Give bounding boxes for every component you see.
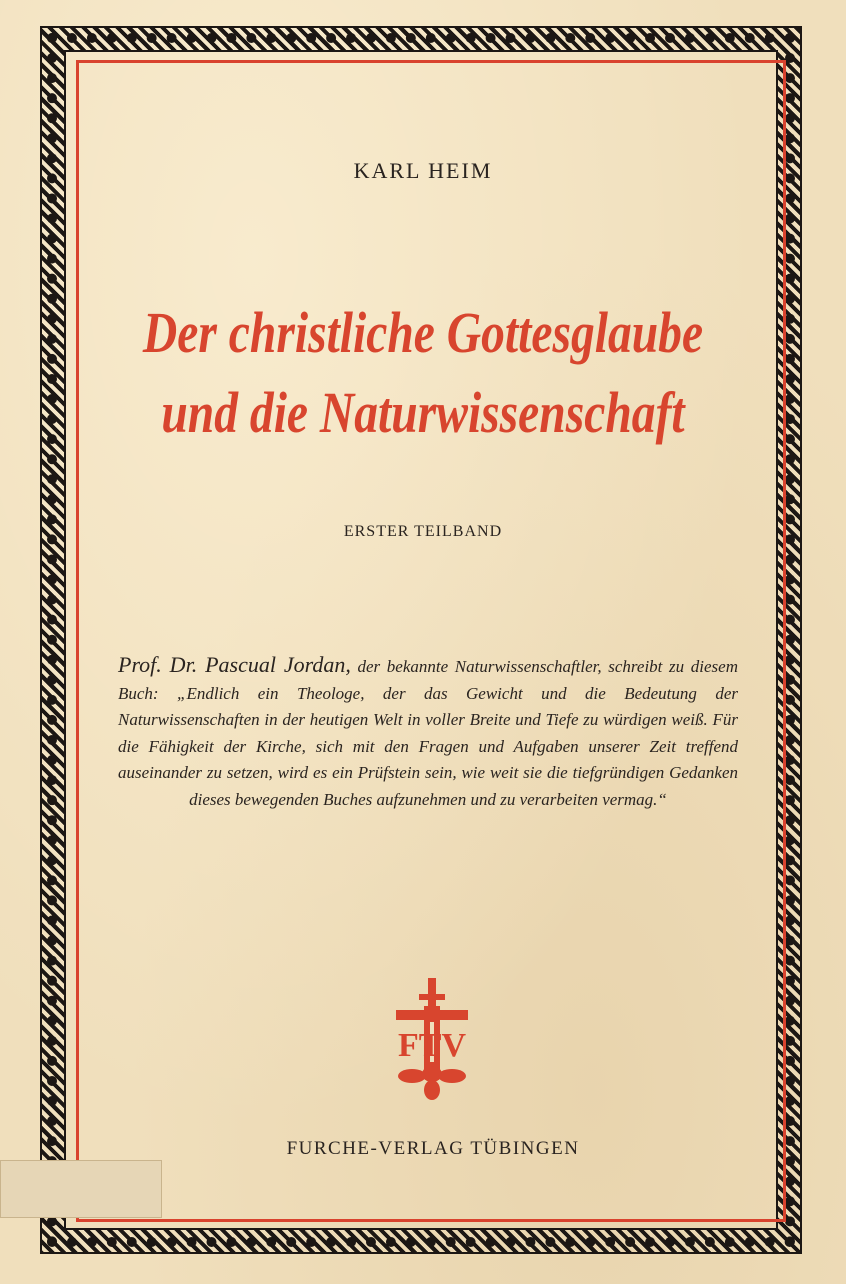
book-title-line-1: Der christliche Gottesglaube <box>142 300 704 365</box>
library-sticker <box>0 1160 162 1218</box>
book-title-line-2: und die Naturwissenschaft <box>161 380 685 445</box>
quote-author-name: Prof. Dr. Pascual Jordan, <box>118 652 351 677</box>
publisher-name: FURCHE-VERLAG TÜBINGEN <box>286 1138 580 1159</box>
cross-publisher-emblem-icon <box>394 978 470 1100</box>
endorsement-quote <box>118 652 738 813</box>
logo-letters: FTV <box>398 1027 467 1064</box>
quote-text: der bekannte Naturwissenschaftler, schreibt zu diesem Buch: „Endlich ein Theologe, der das Gewicht und die Bedeutung der Naturwissenschaften in der heutigen Welt in voller Breite und Tiefe zu würdigen weiß. Für die Fähigkeit der Kirche, sich mit den Fragen und Aufgaben unserer Zeit treffend auseinander zu setzen, wird es ein Prüfstein sein, wie weit sie die tiefgründigen Gedanken dieses bewegenden Buches aufzunehmen und zu verarbeiten vermag.“ <box>118 657 738 809</box>
volume-subtitle: ERSTER TEILBAND <box>343 523 503 540</box>
author-name: KARL HEIM <box>353 158 493 183</box>
